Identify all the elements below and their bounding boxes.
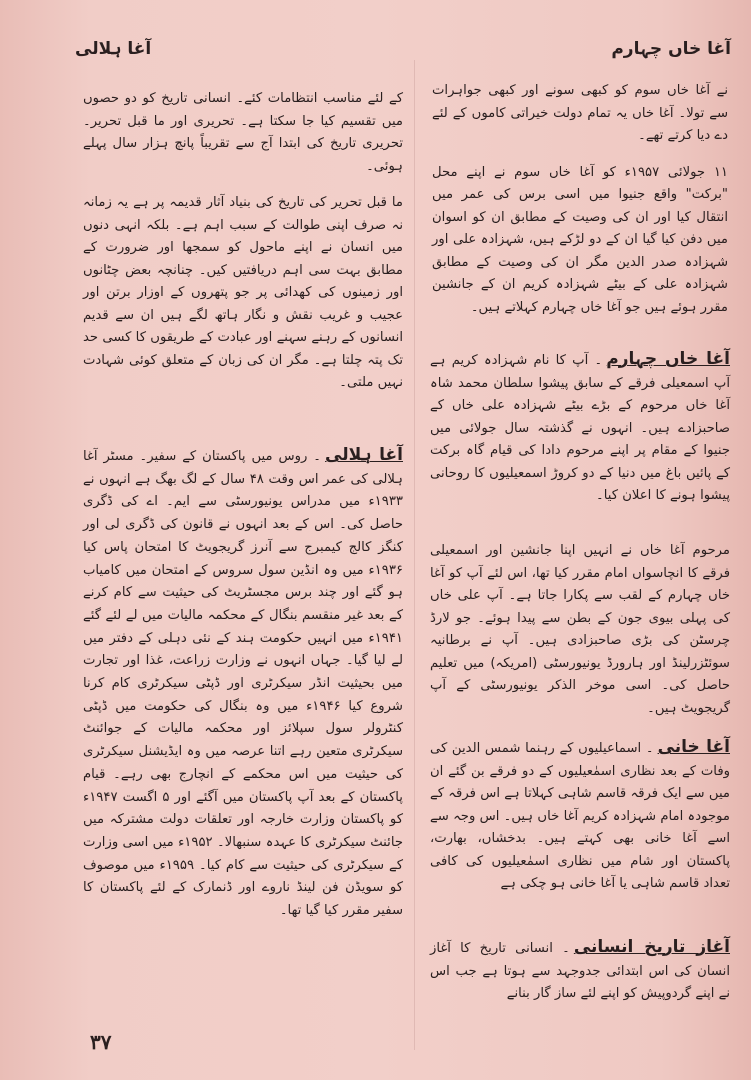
entry-agha-khani xyxy=(430,736,730,896)
entry-human-history xyxy=(430,936,730,1006)
page-number: ۳۷ xyxy=(90,1030,112,1054)
entry-body-agha-khani: ۔ اسماعیلیوں کے رہنما شمس الدین کی وفات کے بعد نظاری اسمٰعیلیوں کے دو فرقے بن گئے ان میں سے ایک فرقہ قاسم شاہی کہلاتا ہے اس فرقہ کے موجودہ امام شہزادہ کریم آغا خاں ہیں۔ اس وجہ سے اسے آغا خانی بھی کہتے ہیں۔ بدخشاں، بھارت، پاکستان اور شام میں نظاری اسمٰعیلیوں کی کافی تعداد قاسم شاہی یا آغا خانی ہو چکی ہے xyxy=(430,741,730,891)
page-gutter xyxy=(414,60,415,1050)
entry-aga-khan-iv xyxy=(430,348,730,508)
entry-title-agha-hilali: آغا ہلالی xyxy=(325,445,403,465)
entry-body-aga-khan-iv: ۔ آپ کا نام شہزادہ کریم ہے آپ اسمعیلی فرقے کے سابق پیشوا سلطان محمد شاہ آغا خاں مرحوم کے بڑے بیٹے شہزادہ علی خاں کے صاحبزادے ہیں۔ انہوں نے گذشتہ سال جولائی میں جنیوا کے مقام پر اپنے مرحوم دادا کی قیام گاہ برکت کے پائیں باغ میں دنیا کے دو کروڑ اسمعیلیوں کا روحانی پیشوا ہونے کا اعلان کیا۔ xyxy=(430,353,730,503)
right-column-top xyxy=(432,80,728,333)
entry-title-agha-khani: آغا خانی xyxy=(657,737,730,757)
entry-body-human-history: ۔ انسانی تاریخ کا آغاز انسان کی اس ابتدائی جدوجہد سے ہوتا ہے جب اس نے اپنے گردوپیش کو اپنے لئے ساز گار بنانے xyxy=(430,941,730,1001)
entry-title-human-history: آغاز تاریخ انسانی xyxy=(573,937,730,957)
paragraph-imam-succession: مرحوم آغا خاں نے انہیں اپنا جانشین اور اسمعیلی فرقے کا انچاسواں امام مقرر کیا تھا، اس لئے آپ کو آغا خاں چہارم کے لقب سے پکارا جاتا ہے۔ آپ علی خاں کی پہلی بیوی جون کے بطن سے پیدا ہوئے۔ جو لارڈ چرسٹن کی بڑی صاحبزادی ہیں۔ آپ نے برطانیہ سوئٹزرلینڈ اور ہارورڈ یونیورسٹی (امریکہ) میں تعلیم حاصل کی۔ اسی موخر الذکر یونیورسٹی کے آپ گریجویٹ ہیں۔ xyxy=(430,543,730,716)
left-column-top xyxy=(83,88,403,409)
running-header-left: آغا ہلالی xyxy=(75,39,152,59)
paragraph-history-division: کے لئے مناسب انتظامات کئے۔ انسانی تاریخ کو دو حصوں میں تقسیم کیا جا سکتا ہے۔ تحریری اور ما قبل تحریر۔ تحریری تاریخ کی ابتدا آج سے تقریباً پانچ ہزار سال پہلے ہوئی۔ xyxy=(83,91,403,174)
entry-agha-hilali xyxy=(83,444,403,923)
paragraph-gold-weighing: نے آغا خاں سوم کو کبھی سونے اور کبھی جواہرات سے تولا۔ آغا خاں یہ تمام دولت خیراتی کاموں کے لئے دے دیا کرتے تھے۔ xyxy=(432,83,728,143)
running-header-right: آغا خاں چہارم xyxy=(611,39,731,59)
paragraph-death-succession: ۱۱ جولائی ۱۹۵۷ء کو آغا خاں سوم نے اپنے محل "برکت" واقع جنیوا میں اسی برس کی عمر میں انتقال کیا اور ان کی وصیت کے مطابق ان کو اسوان میں دفن کیا گیا ان کے دو لڑکے ہیں، شہزادہ علی اور شہزادہ صدر الدین مگر ان کی وصیت کے مطابق شہزادہ علی کے بیٹے شہزادہ کریم ان کے جانشین مقرر ہوئے ہیں جو آغا خاں چہارم کہلاتے ہیں۔ xyxy=(432,164,728,315)
paragraph-prehistory: ما قبل تحریر کی تاریخ کی بنیاد آثار قدیمہ پر ہے یہ زمانہ نہ صرف اپنی طوالت کے سبب اہم ہے۔ بلکہ انہی دنوں میں انسان نے اپنے ماحول کو سمجھا اور ضرورت کے مطابق بہت سی اہم دریافتیں کیں۔ چنانچہ بعض چٹانوں اور زمینوں کی کھدائی پر جو پتھروں کے اوزار برتن اور عجیب و غریب نقش و نگار ہاتھ لگے ہیں ان سے قدیم انسانوں کے رہنے سہنے اور عبادت کے طریقوں کا کسی حد تک پتہ چلتا ہے۔ مگر ان کی زبان کے متعلق کوئی شہادت نہیں ملتی۔ xyxy=(83,195,403,390)
entry-body-agha-hilali: ۔ روس میں پاکستان کے سفیر۔ مسٹر آغا ہلالی کی عمر اس وقت ۴۸ سال کے لگ بھگ ہے انہوں نے ۱۹۳۳ء میں مدراس یونیورسٹی سے ایم۔ اے کی ڈگری حاصل کی۔ اس کے بعد انہوں نے قانون کی ڈگری لی اور کنگز کالج کیمبرج سے آنرز گریجویٹ کا امتحان پاس کیا ۱۹۳۶ء میں وہ انڈین سول سروس کے امتحان میں کامیاب ہو گئے اور چند برس مجسٹریٹ کی حیثیت سے کام کرنے کے بعد غیر منقسم بنگال کے محکمہ مالیات میں لے لئے گئے ۱۹۴۱ء میں انہیں حکومت ہند کے نئی دہلی کے دفتر میں لے لیا گیا۔ جہاں انہوں نے وزارت زراعت، غذا اور تجارت میں بحیثیت انڈر سیکرٹری اور ڈپٹی سیکرٹری کام کرنا شروع کیا ۱۹۴۶ء میں وہ بنگال کی حکومت میں ڈپٹی کنٹرولر سول سپلائز اور محکمہ مالیات کے جوائنٹ سیکرٹری متعین رہے اتنا عرصہ میں وہ ایڈیشنل سیکرٹری کی حیثیت میں اس محکمے کے انچارج بھی رہے۔ قیام پاکستان کے بعد آپ پاکستان میں آگئے اور ۵ اگست ۱۹۴۷ء کو پاکستان وزارت خارجہ اور تعلقات دولت مشترکہ میں جائنٹ سیکرٹری کا عہدہ سنبھالا۔ ۱۹۵۲ء میں اسی وزارت کے سیکرٹری کی حیثیت سے کام کیا۔ ۱۹۵۹ء میں موصوف کو سویڈن فن لینڈ ناروے اور ڈنمارک کے لئے پاکستان کا سفیر مقرر کیا گیا تھا۔ xyxy=(83,449,403,919)
entry-title-aga-khan-iv: آغا خاں چہارم xyxy=(606,349,730,369)
